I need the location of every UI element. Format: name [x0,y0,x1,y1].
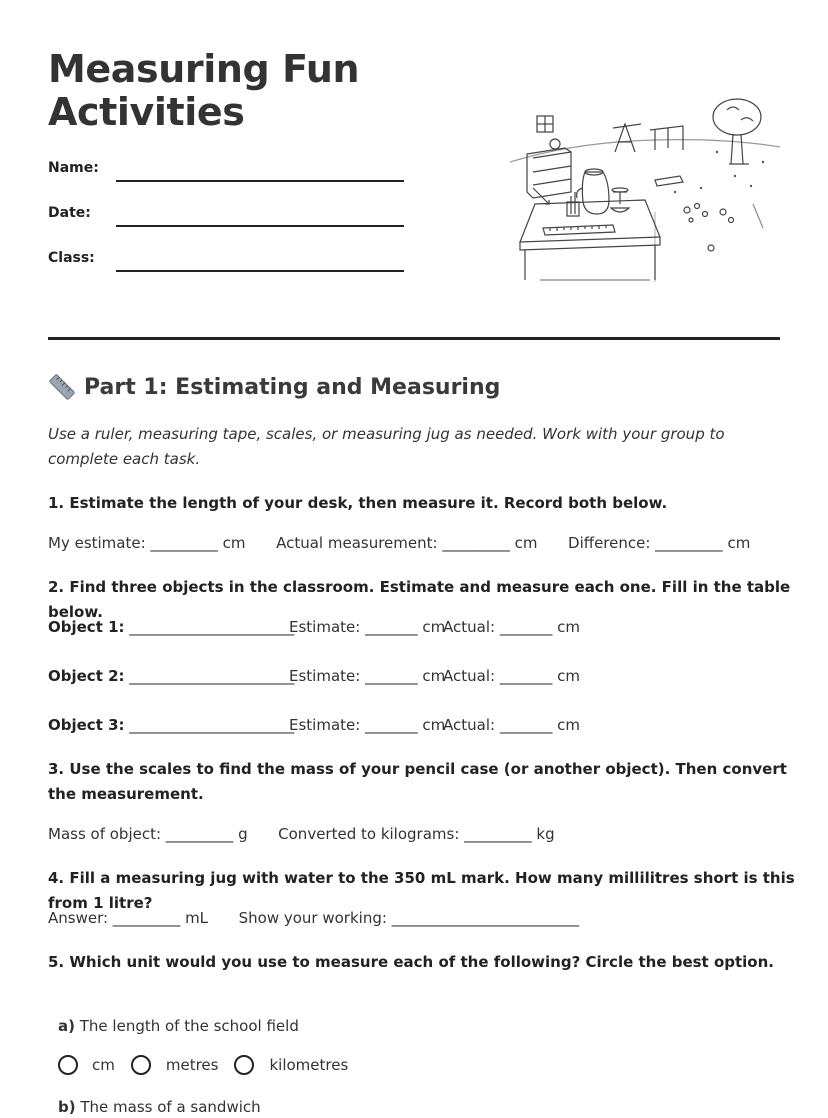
option-label-cm: cm [92,1056,115,1074]
name-field[interactable] [116,180,404,182]
kilograms-field[interactable]: Converted to kilograms: _________ kg [278,825,555,843]
object-2-actual[interactable]: Actual: _______ cm [443,667,580,685]
question-5: 5. Which unit would you use to measure each of the following? Circle the best option. [48,953,774,971]
ruler-icon [48,373,76,401]
date-label: Date: [48,205,91,221]
question-5b [58,1098,261,1116]
title-line-2: Activities [48,90,245,134]
name-label: Name: [48,160,99,176]
question-5a-options [58,1055,348,1075]
difference-field[interactable]: Difference: _________ cm [568,534,751,552]
item-label: b) [58,1098,76,1116]
object-3-estimate[interactable]: Estimate: _______ cm [289,716,446,734]
part-1-heading [48,373,500,401]
object-row-1 [48,618,294,636]
object-label: Object 1: [48,618,125,636]
question-5a [58,1017,299,1035]
answer-field[interactable]: Answer: _________ mL [48,909,209,927]
working-field[interactable]: Show your working: _________________________ [238,909,580,927]
question-3-answers [48,825,555,843]
object-row-2 [48,667,294,685]
question-4: 4. Fill a measuring jug with water to the 350 mL mark. How many millilitres short is this from 1 litre? [48,869,795,912]
option-label-kilometres: kilometres [269,1056,349,1074]
option-radio-metres[interactable] [131,1055,151,1075]
question-4-answers [48,909,579,927]
object-1-estimate[interactable]: Estimate: _______ cm [289,618,446,636]
object-label: Object 3: [48,716,125,734]
item-label: a) [58,1017,75,1035]
estimate-field[interactable]: My estimate: _________ cm [48,534,246,552]
part-1-title: Part 1: Estimating and Measuring [84,374,501,400]
object-2-estimate[interactable]: Estimate: _______ cm [289,667,446,685]
class-label: Class: [48,250,95,266]
object-row-3 [48,716,294,734]
question-1: 1. Estimate the length of your desk, then measure it. Record both below. [48,494,668,512]
class-field[interactable] [116,270,404,272]
classroom-illustration [505,92,785,287]
object-name-field[interactable]: ______________________ [124,667,295,685]
object-label: Object 2: [48,667,125,685]
part-1-instructions: Use a ruler, measuring tape, scales, or measuring jug as needed. Work with your group to complete each task. [48,425,725,468]
object-3-actual[interactable]: Actual: _______ cm [443,716,580,734]
question-1-answers [48,534,750,552]
item-text: The mass of a sandwich [75,1098,261,1116]
object-name-field[interactable]: ______________________ [124,618,295,636]
title-line-1: Measuring Fun [48,47,360,91]
option-radio-cm[interactable] [58,1055,78,1075]
item-text: The length of the school field [74,1017,299,1035]
object-1-actual[interactable]: Actual: _______ cm [443,618,580,636]
question-3: 3. Use the scales to find the mass of your pencil case (or another object). Then convert the measurement. [48,760,787,803]
question-2: 2. Find three objects in the classroom. Estimate and measure each one. Fill in the table below. [48,578,791,621]
page-title [48,48,359,134]
object-name-field[interactable]: ______________________ [124,716,295,734]
actual-measurement-field[interactable]: Actual measurement: _________ cm [276,534,538,552]
date-field[interactable] [116,225,404,227]
option-radio-kilometres[interactable] [234,1055,254,1075]
section-divider [48,337,780,340]
option-label-metres: metres [165,1056,219,1074]
mass-field[interactable]: Mass of object: _________ g [48,825,248,843]
